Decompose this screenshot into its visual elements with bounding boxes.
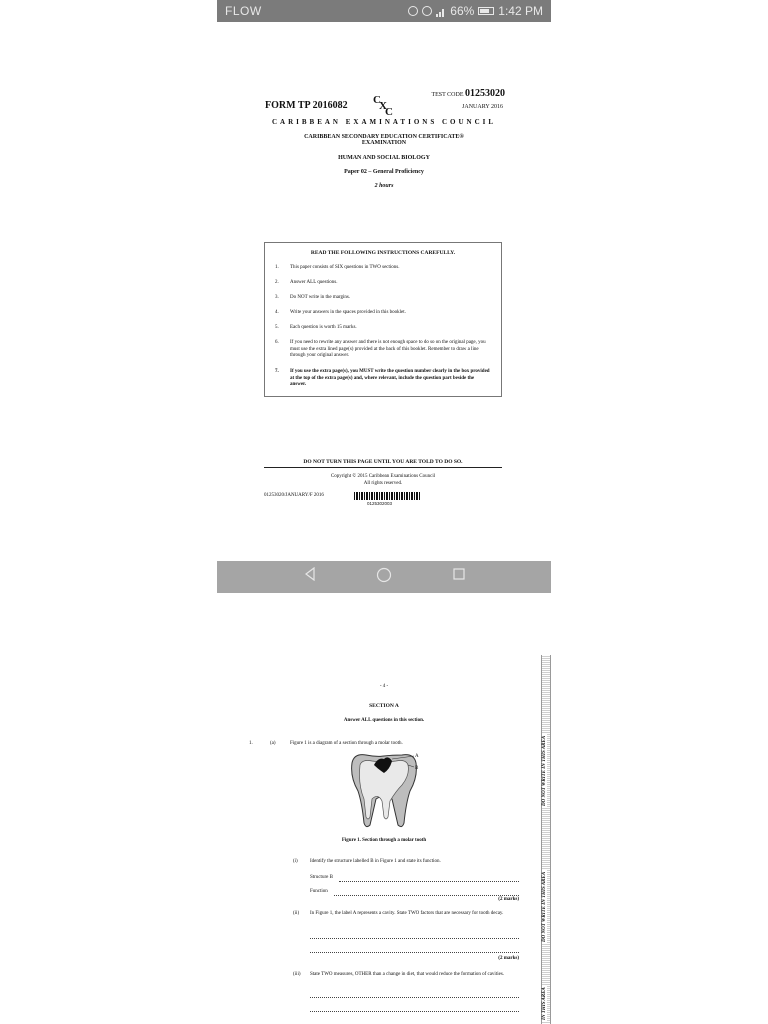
question-number: 1. (249, 741, 253, 746)
instruction-item: 5. Each question is worth 15 marks. (275, 325, 357, 330)
form-code: FORM TP 2016082 (265, 100, 348, 111)
answer-line[interactable] (310, 938, 519, 939)
instruction-item: 1. This paper consists of SIX questions in TWO sections. (275, 265, 400, 270)
navigation-bar (217, 561, 551, 593)
question-intro: Figure 1 is a diagram of a section through a molar tooth. (290, 741, 403, 746)
svg-text:C: C (385, 106, 393, 116)
certificate-line: CARIBBEAN SECONDARY EDUCATION CERTIFICATE® (304, 134, 464, 140)
instruction-item: 3. Do NOT write in the margins. (275, 295, 351, 300)
header-row (265, 88, 505, 132)
figure-caption: Figure 1. Section through a molar tooth (341, 838, 427, 843)
document-page-section-a (217, 593, 551, 1024)
status-bar (217, 0, 551, 22)
recents-button[interactable] (449, 567, 469, 587)
alarm-icon (408, 6, 418, 16)
battery-percent: 66% (450, 4, 475, 18)
document-page-cover (217, 22, 551, 561)
instruction-item: 2. Answer ALL questions. (275, 280, 338, 285)
answer-line[interactable] (334, 895, 519, 896)
footer-code: 01253020/JANUARY/F 2016 (264, 493, 324, 498)
sub-question-text: State TWO measures, OTHER than a change in diet, that would reduce the formation of cavities. (310, 972, 505, 977)
status-icons (408, 4, 543, 18)
home-circle-icon (376, 567, 392, 583)
copyright (264, 473, 502, 487)
instruction-item: 4. Write your answers in the spaces provided in this booklet. (275, 310, 406, 315)
barcode-number: 0125302003 (367, 501, 393, 506)
home-button[interactable] (374, 567, 394, 587)
exam-date: JANUARY 2016 (462, 104, 503, 110)
instruction-item: 6. If you need to rewrite any answer and there is not enough space to do so on the original page, you must use the extra lined page(s) provided at the back of this booklet. Remember to draw a line through your original answer. (275, 340, 486, 358)
certificate-title (217, 134, 551, 146)
margin-warning: DO NOT WRITE IN THIS AREA (542, 871, 547, 942)
section-instruction: Answer ALL questions in this section. (343, 718, 425, 723)
instruction-item: 7. If you use the extra page(s), you MUST write the question number clearly in the box provided at the top of the extra page(s) and, where relevant, include the question part beside the answer. (275, 369, 490, 387)
margin-warning: IN THIS AREA (542, 987, 547, 1020)
instructions-box (264, 242, 502, 397)
battery-icon (478, 7, 494, 15)
examination-line: EXAMINATION (361, 140, 407, 146)
eye-comfort-icon (422, 6, 432, 16)
sub-question-number: (iii) (293, 972, 301, 977)
svg-text:X: X (379, 100, 387, 112)
paper-title: Paper 02 – General Proficiency (344, 169, 424, 175)
signal-icon (436, 6, 446, 16)
answer-line[interactable] (310, 952, 519, 953)
duration: 2 hours (374, 183, 394, 189)
council-name: CARIBBEAN EXAMINATIONS COUNCIL (271, 118, 497, 126)
rights-line: All rights reserved. (363, 481, 403, 486)
test-code-label: TEST CODE (431, 92, 464, 98)
molar-tooth-diagram (344, 751, 424, 831)
back-button[interactable] (300, 567, 320, 587)
instructions-title: READ THE FOLLOWING INSTRUCTIONS CAREFULLY. (310, 250, 456, 256)
structure-label: Structure B (310, 875, 333, 880)
margin-strip (541, 655, 551, 1024)
sub-question-text: In Figure 1, the label A represents a cavity. State TWO factors that are necessary for tooth decay. (310, 911, 504, 916)
function-label: Function (310, 889, 328, 894)
recents-square-icon (452, 567, 466, 581)
page-number: - 4 - (379, 684, 389, 689)
section-heading: SECTION A (369, 703, 399, 709)
answer-line[interactable] (310, 1011, 519, 1012)
marks-label: (2 marks) (498, 897, 519, 902)
answer-line[interactable] (310, 997, 519, 998)
answer-line[interactable] (339, 881, 519, 882)
sub-question-number: (ii) (293, 911, 300, 916)
clock: 1:42 PM (498, 4, 543, 18)
test-code (431, 88, 505, 99)
question-part: (a) (270, 741, 276, 746)
barcode (354, 492, 420, 500)
subject-title: HUMAN AND SOCIAL BIOLOGY (338, 155, 430, 161)
copyright-line: Copyright © 2015 Caribbean Examinations Council (330, 474, 436, 479)
app-label: FLOW (225, 4, 262, 18)
label-a: A (415, 754, 419, 759)
do-not-turn-notice: DO NOT TURN THIS PAGE UNTIL YOU ARE TOLD TO DO SO. (264, 459, 502, 468)
sub-question-number: (i) (293, 859, 298, 864)
test-code-number: 01253020 (465, 88, 505, 99)
back-triangle-icon (303, 567, 317, 581)
cxc-logo-icon (371, 90, 397, 116)
sub-question-text: Identify the structure labelled B in Figure 1 and state its function. (310, 859, 441, 864)
label-b: B (415, 766, 419, 771)
svg-text:C: C (373, 94, 381, 106)
margin-warning: DO NOT WRITE IN THIS AREA (542, 735, 547, 806)
marks-label: (2 marks) (498, 956, 519, 961)
